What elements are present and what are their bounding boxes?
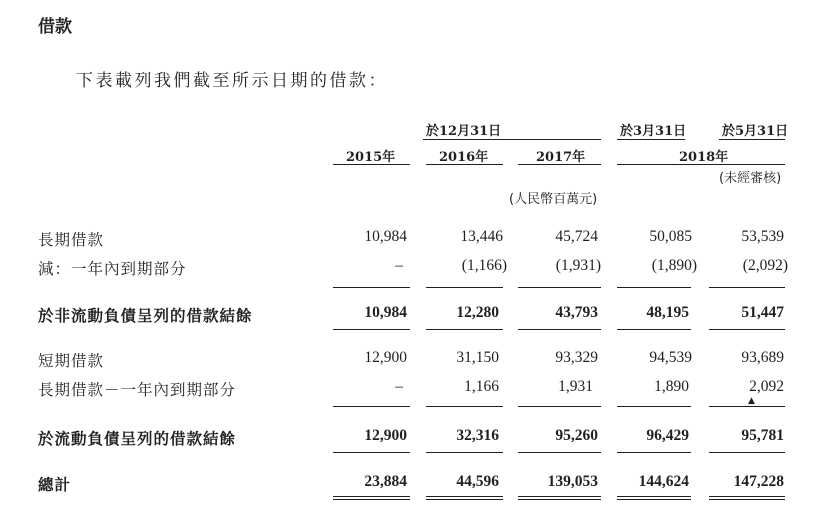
cell: 48,195 (646, 304, 689, 321)
cell: 45,724 (555, 228, 598, 245)
cell: 53,539 (741, 228, 784, 245)
subtotal-rule (709, 287, 785, 288)
row-label-non-current-balance: 於非流動負債呈列的借款結餘 (38, 307, 253, 325)
cell: 144,624 (638, 473, 689, 490)
cell: 95,260 (555, 427, 598, 444)
cell: (1,931) (555, 257, 601, 274)
subtotal-rule (518, 406, 601, 407)
cell: (1,166) (461, 257, 507, 274)
cell: 51,447 (741, 304, 784, 321)
row-label-current-portion-long-term: 長期借款－一年內到期部分 (38, 381, 237, 399)
header-rule-dec31 (423, 139, 601, 140)
cell: (2,092) (742, 257, 788, 274)
subtotal-rule (426, 329, 503, 330)
subtotal-rule (709, 329, 785, 330)
year-rule-2016 (426, 164, 503, 165)
total-rule-top (617, 496, 691, 497)
header-may31: 於5月31日 (722, 124, 789, 139)
year-rule-2017 (518, 164, 601, 165)
cell: 94,539 (649, 349, 692, 366)
subtotal-rule (617, 329, 691, 330)
cell: 10,984 (364, 304, 407, 321)
row-label-current-balance: 於流動負債呈列的借款結餘 (38, 430, 237, 448)
header-year-2018: 2018年 (679, 150, 729, 165)
subtotal-rule (709, 452, 785, 453)
subtotal-rule (333, 452, 410, 453)
cell: 139,053 (547, 473, 598, 490)
cell: 1,890 (654, 378, 689, 395)
header-rule-may31 (719, 139, 785, 140)
row-label-total: 總計 (38, 476, 72, 494)
total-rule-bottom (518, 499, 601, 500)
cell: 44,596 (456, 473, 499, 490)
subtotal-rule (426, 406, 503, 407)
subtotal-rule (709, 406, 785, 407)
row-label-long-term-borrowings: 長期借款 (38, 231, 105, 249)
cell: 147,228 (733, 473, 784, 490)
header-dec31: 於12月31日 (426, 124, 502, 139)
section-heading: 借款 (38, 17, 72, 37)
subtotal-rule (617, 406, 691, 407)
subtotal-rule (426, 452, 503, 453)
total-rule-top (518, 496, 601, 497)
cell: 43,793 (555, 304, 598, 321)
cell: 93,689 (741, 349, 784, 366)
total-rule-bottom (333, 499, 410, 500)
cell: 13,446 (460, 228, 503, 245)
header-year-2016: 2016年 (439, 150, 489, 165)
year-rule-2015 (333, 164, 410, 165)
total-rule-bottom (426, 499, 503, 500)
cell: 95,781 (741, 427, 784, 444)
intro-text: 下表載列我們截至所示日期的借款： (76, 71, 388, 91)
header-rule-mar31 (617, 139, 685, 140)
header-year-2015: 2015年 (346, 150, 396, 165)
subtotal-rule (518, 287, 601, 288)
cell: 1,166 (464, 378, 499, 395)
cell: 96,429 (646, 427, 689, 444)
subtotal-rule (333, 406, 410, 407)
cell: 10,984 (364, 228, 407, 245)
cell: 93,329 (555, 349, 598, 366)
row-label-less-current-portion: 減：一年內到期部分 (38, 260, 187, 278)
cell: 12,900 (364, 349, 407, 366)
subtotal-rule (518, 329, 601, 330)
total-rule-top (426, 496, 503, 497)
year-rule-2018 (617, 164, 785, 165)
unaudited-note: (未經審核) (719, 171, 782, 186)
subtotal-rule (333, 287, 410, 288)
marker-triangle: ▲ (748, 396, 755, 406)
cell: 2,092 (749, 378, 784, 395)
total-rule-top (709, 496, 785, 497)
cell: – (395, 257, 403, 274)
cell: 31,150 (456, 349, 499, 366)
header-year-2017: 2017年 (536, 150, 586, 165)
cell: 23,884 (364, 473, 407, 490)
cell: 32,316 (456, 427, 499, 444)
row-label-short-term-borrowings: 短期借款 (38, 352, 105, 370)
subtotal-rule (617, 452, 691, 453)
total-rule-bottom (709, 499, 785, 500)
cell: 12,900 (364, 427, 407, 444)
cell: 12,280 (456, 304, 499, 321)
cell: – (395, 378, 403, 395)
cell: 50,085 (649, 228, 692, 245)
subtotal-rule (518, 452, 601, 453)
header-mar31: 於3月31日 (620, 124, 687, 139)
subtotal-rule (333, 329, 410, 330)
subtotal-rule (617, 287, 691, 288)
subtotal-rule (426, 287, 503, 288)
unit-note: (人民幣百萬元) (509, 192, 598, 207)
cell: (1,890) (651, 257, 697, 274)
cell: 1,931 (558, 378, 593, 395)
total-rule-top (333, 496, 410, 497)
total-rule-bottom (617, 499, 691, 500)
